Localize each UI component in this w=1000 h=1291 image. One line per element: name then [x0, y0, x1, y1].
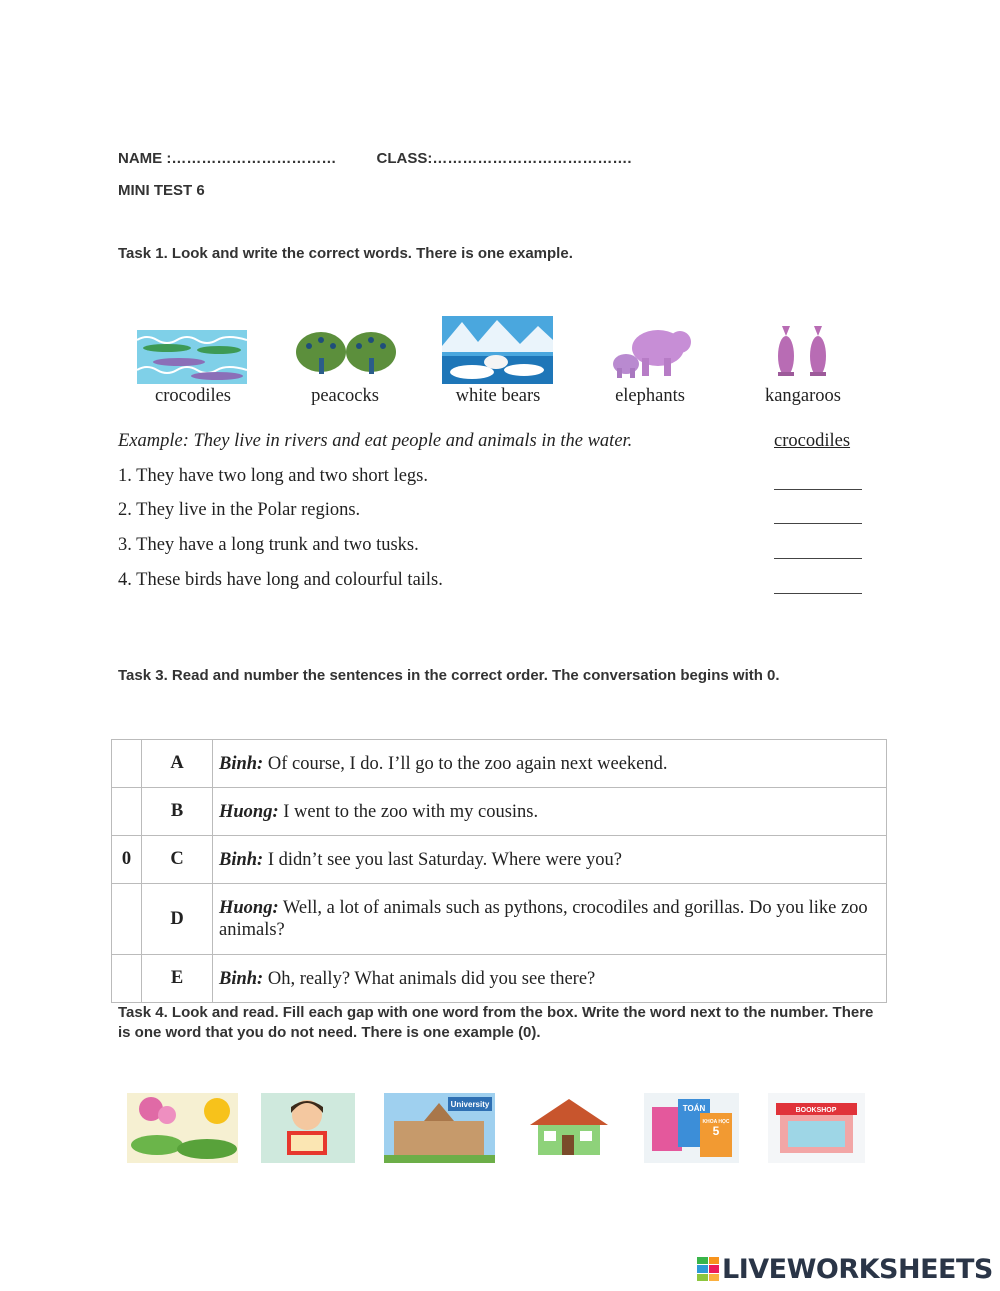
name-field[interactable]: NAME :…………………………… — [118, 150, 337, 167]
crocodiles-picture — [137, 330, 247, 384]
logo-blocks-icon — [697, 1257, 719, 1281]
dialogue-text: Of course, I do. I’ll go to the zoo again next weekend. — [263, 753, 668, 774]
textbooks-picture — [644, 1093, 739, 1163]
dialogue-cell — [213, 836, 887, 884]
speaker-name: Huong: — [219, 898, 279, 918]
question-4: 4. These birds have long and colourful tails. — [118, 570, 443, 590]
speaker-name: Huong: — [219, 801, 279, 822]
animal-label-crocodiles: crocodiles — [154, 386, 232, 406]
letter-cell: C — [142, 836, 213, 884]
table-row — [112, 884, 887, 955]
flowers-sun-picture — [127, 1093, 238, 1163]
elephants-picture — [606, 320, 692, 380]
task4-title: Task 4. Look and read. Fill each gap with one word from the box. Write the word next to the number. There is one word that you do not need. There is one example (0). — [118, 1004, 874, 1041]
animal-label-elephants: elephants — [615, 386, 685, 406]
answer-blank-2[interactable] — [774, 501, 862, 524]
dialogue-cell — [213, 884, 887, 955]
order-number-cell[interactable] — [112, 740, 142, 788]
order-number-cell[interactable]: 0 — [112, 836, 142, 884]
class-field[interactable]: CLASS:…………………………………. — [376, 150, 632, 167]
header-line — [118, 150, 632, 167]
task3-title: Task 3. Read and number the sentences in the correct order. The conversation begins with 0. — [118, 667, 780, 684]
answer-blank-3[interactable] — [774, 536, 862, 559]
task1-title: Task 1. Look and write the correct words. There is one example. — [118, 245, 573, 262]
animal-label-kangaroos: kangaroos — [764, 386, 842, 406]
white-bears-picture — [442, 316, 553, 384]
university-picture — [384, 1093, 495, 1163]
book-title-toan: TOÁN — [682, 1104, 706, 1113]
letter-cell: B — [142, 788, 213, 836]
peacocks-picture — [295, 330, 397, 378]
house-picture — [522, 1093, 616, 1163]
example-sentence: Example: They live in rivers and eat people and animals in the water. — [118, 431, 633, 451]
question-3: 3. They have a long trunk and two tusks. — [118, 535, 419, 555]
dialogue-text: I didn’t see you last Saturday. Where were you? — [263, 849, 622, 870]
university-sign: University — [450, 1100, 490, 1109]
book-subtitle: KHOA HỌC — [702, 1119, 730, 1125]
dialogue-cell — [213, 955, 887, 1003]
question-1: 1. They have two long and two short legs. — [118, 466, 429, 486]
answer-blank-4[interactable] — [774, 571, 862, 594]
table-row — [112, 740, 887, 788]
bookshop-picture — [768, 1093, 865, 1163]
dialogue-cell — [213, 740, 887, 788]
letter-cell: E — [142, 955, 213, 1003]
dialogue-text: Well, a lot of animals such as pythons, crocodiles and gorillas. Do you like zoo animals? — [219, 898, 868, 940]
speaker-name: Binh: — [219, 849, 264, 870]
table-row — [112, 788, 887, 836]
conversation-table — [111, 739, 887, 1003]
bookshop-sign: BOOKSHOP — [795, 1107, 837, 1114]
letter-cell: D — [142, 884, 213, 955]
table-row — [112, 836, 887, 884]
table-row — [112, 955, 887, 1003]
logo-text: LIVEWORKSHEETS — [722, 1253, 993, 1285]
answer-blank-1[interactable] — [774, 467, 862, 490]
test-title: MINI TEST 6 — [118, 182, 205, 199]
question-2: 2. They live in the Polar regions. — [118, 500, 361, 520]
animal-label-white-bears: white bears — [455, 386, 541, 406]
kangaroos-picture — [768, 320, 838, 380]
dialogue-cell — [213, 788, 887, 836]
girl-reading-picture — [261, 1093, 355, 1163]
dialogue-text: Oh, really? What animals did you see there? — [263, 968, 596, 989]
letter-cell: A — [142, 740, 213, 788]
order-number-cell[interactable] — [112, 788, 142, 836]
speaker-name: Binh: — [219, 753, 264, 774]
liveworksheets-logo[interactable] — [697, 1252, 993, 1286]
example-answer: crocodiles — [774, 431, 851, 451]
order-number-cell[interactable] — [112, 955, 142, 1003]
order-number-cell[interactable] — [112, 884, 142, 955]
book-number: 5 — [712, 1124, 720, 1138]
dialogue-text: I went to the zoo with my cousins. — [278, 801, 539, 822]
speaker-name: Binh: — [219, 968, 264, 989]
animal-label-peacocks: peacocks — [311, 386, 379, 406]
